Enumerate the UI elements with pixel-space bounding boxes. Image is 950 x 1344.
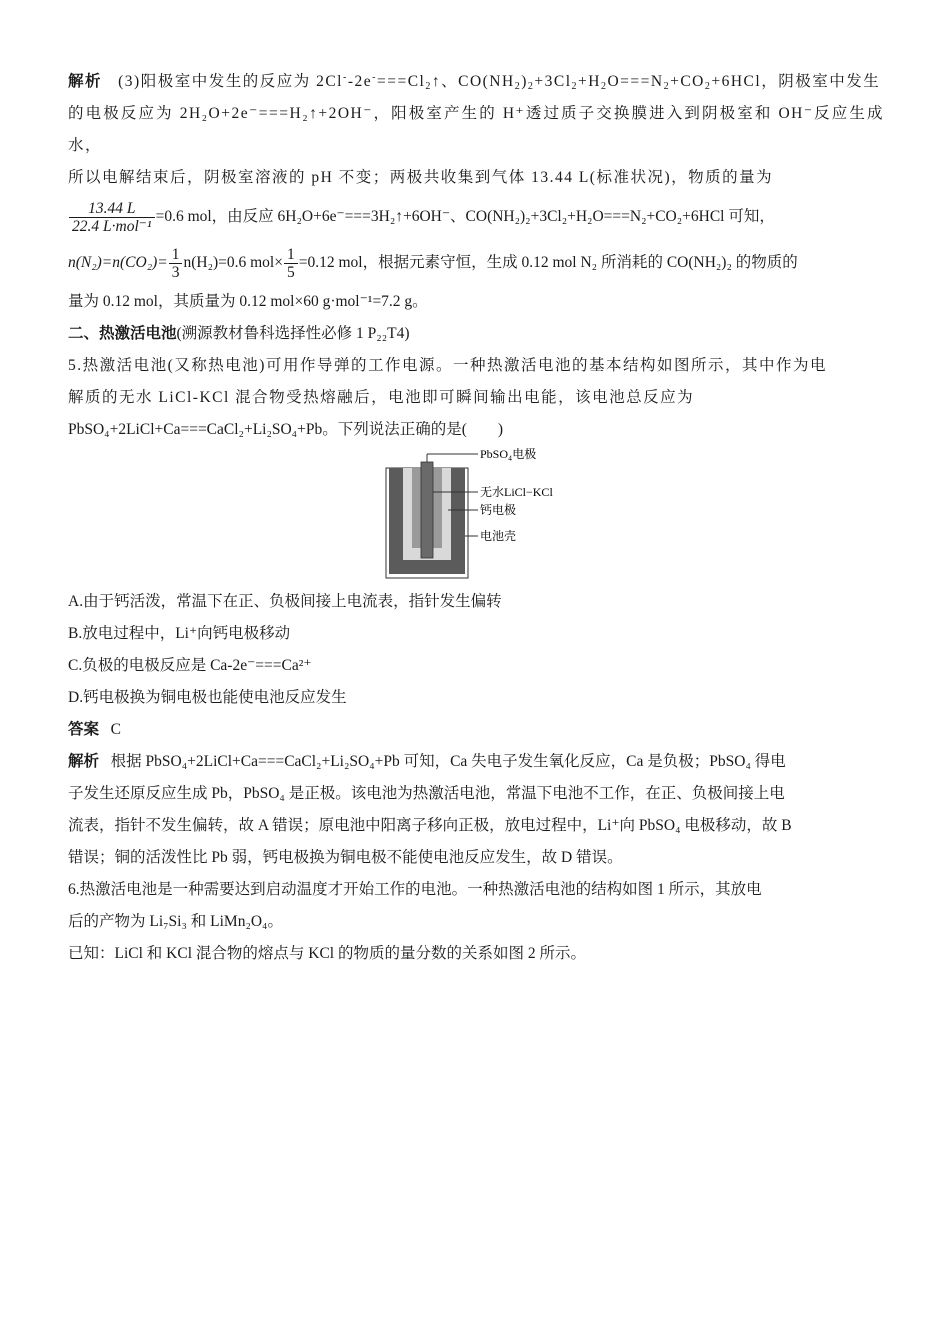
fraction-one-fifth bbox=[284, 246, 298, 281]
text-span: -2e bbox=[347, 73, 373, 90]
fraction-numerator: 13.44 L bbox=[69, 200, 155, 218]
q5-option-a: A.由于钙活泼，常温下在正、负极间接上电流表，指针发生偏转 bbox=[68, 593, 502, 610]
section-source: (溯源教材鲁科选择性必修 1 P₂₂T4) bbox=[176, 325, 410, 342]
text-span: +CO bbox=[670, 73, 705, 90]
analysis-paragraph-line4 bbox=[68, 194, 884, 240]
label-calcium: 钙电极 bbox=[480, 503, 517, 517]
q6-stem-line2: 后的产物为 Li₇Si₃ 和 LiMn₂O₄。 bbox=[68, 913, 283, 930]
battery-figure bbox=[68, 448, 884, 580]
analysis-label: 解析 bbox=[68, 73, 103, 90]
q5-analysis-line1 bbox=[68, 746, 884, 778]
analysis-label: 解析 bbox=[68, 753, 100, 770]
fraction-denominator: 5 bbox=[287, 263, 295, 281]
analysis-paragraph-line1: 解析 (3)阳极室中发生的反应为 $2Cl^--2e^-===Cl_2↑$、$CO(NH_2)_2+3Cl_2+H_2O===N_2+CO_2+6HCl$，阴极室中发生 bbox=[68, 72, 881, 92]
label-electrolyte: 无水LiCl−KCl bbox=[480, 485, 553, 499]
q5-stem-line1: 5.热激活电池(又称热电池)可用作导弹的工作电源。一种热激活电池的基本结构如图所示，其中作为电 bbox=[68, 357, 827, 374]
q5-analysis-line2: 子发生还原反应生成 Pb，PbSO₄ 是正极。该电池为热激活电池，常温下电池不工作，在正、负极间接上电 bbox=[68, 785, 785, 802]
q5-option-d: D.钙电极换为铜电极也能使电池反应发生 bbox=[68, 689, 347, 706]
analysis-paragraph-line2: 的电极反应为 2H₂O+2e⁻===H₂↑+2OH⁻，阳极室产生的 H⁺透过质子交换膜进入到阴极室和 OH⁻反应生成水， bbox=[68, 105, 884, 154]
document-page bbox=[68, 66, 884, 970]
fraction-one-third bbox=[169, 246, 183, 281]
fraction-moles bbox=[69, 200, 155, 235]
text-span: (3)阳极室中发生的反应为 2Cl bbox=[118, 73, 343, 90]
label-pbso4: PbSO₄电极 bbox=[480, 448, 537, 461]
text-span: ) bbox=[521, 73, 528, 90]
text-span: n(N₂)=n(CO₂)= bbox=[68, 254, 168, 271]
q5-stem-line3: PbSO₄+2LiCl+Ca===CaCl₂+Li₂SO₄+Pb。下列说法正确的是( ) bbox=[68, 421, 504, 438]
q5-stem-line2: 解质的无水 LiCl-KCl 混合物受热熔融后，电池即可瞬间输出电能，该电池总反应为 bbox=[68, 389, 695, 406]
section-heading bbox=[68, 318, 884, 350]
label-shell: 电池壳 bbox=[480, 529, 517, 543]
q5-option-b: B.放电过程中，Li⁺向钙电极移动 bbox=[68, 625, 291, 642]
fraction-denominator: 3 bbox=[171, 263, 180, 281]
fraction-numerator: 1 bbox=[284, 246, 298, 264]
text-span: =0.6 mol，由反应 6H₂O+6e⁻===3H₂↑+6OH⁻、CO(NH₂)₂+3Cl₂+H₂O===N₂+CO₂+6HCl 可知， bbox=[155, 208, 775, 225]
text-span: +3Cl bbox=[534, 73, 572, 90]
text-span: +H bbox=[578, 73, 601, 90]
answer-label: 答案 bbox=[68, 721, 100, 738]
text-span: ↑、CO(NH bbox=[431, 73, 515, 90]
pbso4-electrode-shape bbox=[421, 462, 433, 558]
q5-analysis-line4: 错误；铜的活泼性比 Pb 弱，钙电极换为铜电极不能使电池反应发生，故 D 错误。 bbox=[68, 849, 623, 866]
q6-stem-line1: 6.热激活电池是一种需要达到启动温度才开始工作的电池。一种热激活电池的结构如图 1 所示，其放电 bbox=[68, 881, 762, 898]
analysis-paragraph-line3: 所以电解结束后，阴极室溶液的 pH 不变；两极共收集到气体 13.44 L(标准状况)，物质的量为 bbox=[68, 169, 774, 186]
answer-value: C bbox=[110, 721, 121, 738]
text-span: n(H₂)=0.6 mol× bbox=[183, 254, 283, 271]
fraction-numerator: 1 bbox=[169, 246, 183, 264]
text-span: 根据 PbSO₄+2LiCl+Ca===CaCl₂+Li₂SO₄+Pb 可知，Ca 失电子发生氧化反应，Ca 是负极；PbSO₄ 得电 bbox=[110, 753, 786, 770]
analysis-paragraph-line5 bbox=[68, 240, 884, 286]
q6-stem-line3: 已知：LiCl 和 KCl 混合物的熔点与 KCl 的物质的量分数的关系如图 2 所示。 bbox=[68, 945, 586, 962]
q5-option-c: C.负极的电极反应是 Ca-2e⁻===Ca²⁺ bbox=[68, 657, 312, 674]
text-span: +6HCl，阴极室中发生 bbox=[711, 73, 881, 90]
text-span: ===Cl bbox=[376, 73, 426, 90]
q5-analysis-line3: 流表，指针不发生偏转，故 A 错误；原电池中阳离子移向正极，放电过程中，Li⁺向 PbSO₄ 电极移动，故 B bbox=[68, 817, 792, 834]
text-span: O===N bbox=[607, 73, 664, 90]
fraction-denominator: 22.4 L·mol⁻¹ bbox=[72, 217, 152, 235]
text-span: =0.12 mol，根据元素守恒，生成 0.12 mol N₂ 所消耗的 CO(NH₂)₂ 的物质的 bbox=[298, 254, 798, 271]
battery-diagram bbox=[378, 448, 638, 580]
q5-answer bbox=[68, 714, 884, 746]
section-title: 二、热激活电池 bbox=[68, 325, 177, 342]
analysis-paragraph-line6: 量为 0.12 mol，其质量为 0.12 mol×60 g·mol⁻¹=7.2 g。 bbox=[68, 293, 428, 310]
